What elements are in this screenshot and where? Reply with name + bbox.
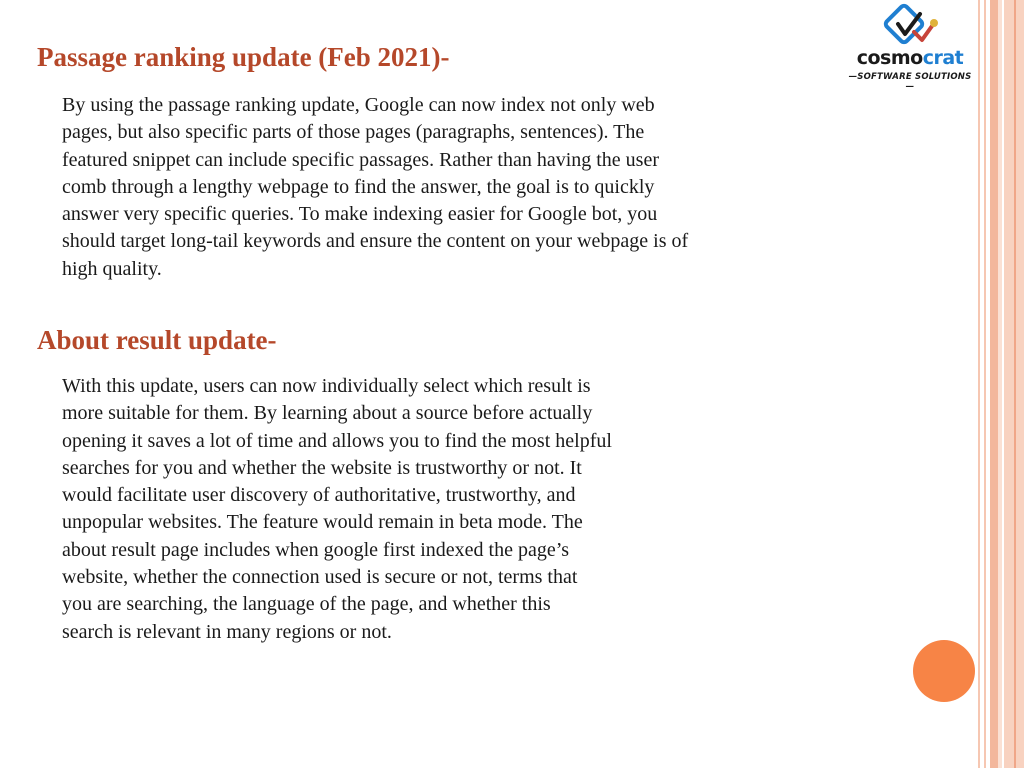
paragraph-line: should target long-tail keywords and ensure the content on your webpage is of xyxy=(62,230,689,253)
decorative-stripe xyxy=(1014,0,1016,768)
section-heading-passage-ranking: Passage ranking update (Feb 2021)- xyxy=(37,42,450,72)
paragraph-line: about result page includes when google first indexed the page’s xyxy=(62,538,570,561)
paragraph-line: high quality. xyxy=(62,257,162,280)
logo-wordmark xyxy=(848,48,972,68)
paragraph-line: By using the passage ranking update, Google can now index not only web xyxy=(62,94,655,116)
decorative-stripe xyxy=(984,0,986,768)
section-paragraph-passage-ranking xyxy=(62,92,688,283)
logo-word-part2: crat xyxy=(922,47,964,69)
logo-mark-icon xyxy=(848,2,972,52)
paragraph-line: more suitable for them. By learning about a source before actually xyxy=(62,402,593,425)
paragraph-line: you are searching, the language of the page, and whether this xyxy=(62,593,551,616)
section-paragraph-about-result xyxy=(62,373,612,646)
paragraph-line: website, whether the connection used is secure or not, terms that xyxy=(62,566,578,589)
paragraph-line: search is relevant in many regions or not. xyxy=(62,620,392,643)
paragraph-line: unpopular websites. The feature would remain in beta mode. The xyxy=(62,511,583,534)
paragraph-line: pages, but also specific parts of those pages (paragraphs, sentences). The xyxy=(62,121,645,144)
company-logo xyxy=(848,2,972,92)
decorative-stripe xyxy=(990,0,998,768)
paragraph-line: With this update, users can now individually select which result is xyxy=(62,375,591,397)
logo-tagline: —SOFTWARE SOLUTIONS— xyxy=(848,72,972,92)
paragraph-line: comb through a lengthy webpage to find the answer, the goal is to quickly xyxy=(62,175,655,198)
paragraph-line: searches for you and whether the website is trustworthy or not. It xyxy=(62,456,582,479)
logo-tagline-text: SOFTWARE SOLUTIONS xyxy=(857,72,972,82)
paragraph-line: would facilitate user discovery of authoritative, trustworthy, and xyxy=(62,484,576,507)
paragraph-line: opening it saves a lot of time and allows you to find the most helpful xyxy=(62,429,612,452)
paragraph-line: answer very specific queries. To make indexing easier for Google bot, you xyxy=(62,203,658,226)
decorative-circle xyxy=(913,640,975,702)
decorative-stripe xyxy=(998,0,1002,768)
logo-word-part1: cosmo xyxy=(856,47,923,69)
paragraph-line: featured snippet can include specific passages. Rather than having the user xyxy=(62,148,660,171)
section-heading-about-result: About result update- xyxy=(37,325,277,355)
decorative-stripe xyxy=(978,0,980,768)
